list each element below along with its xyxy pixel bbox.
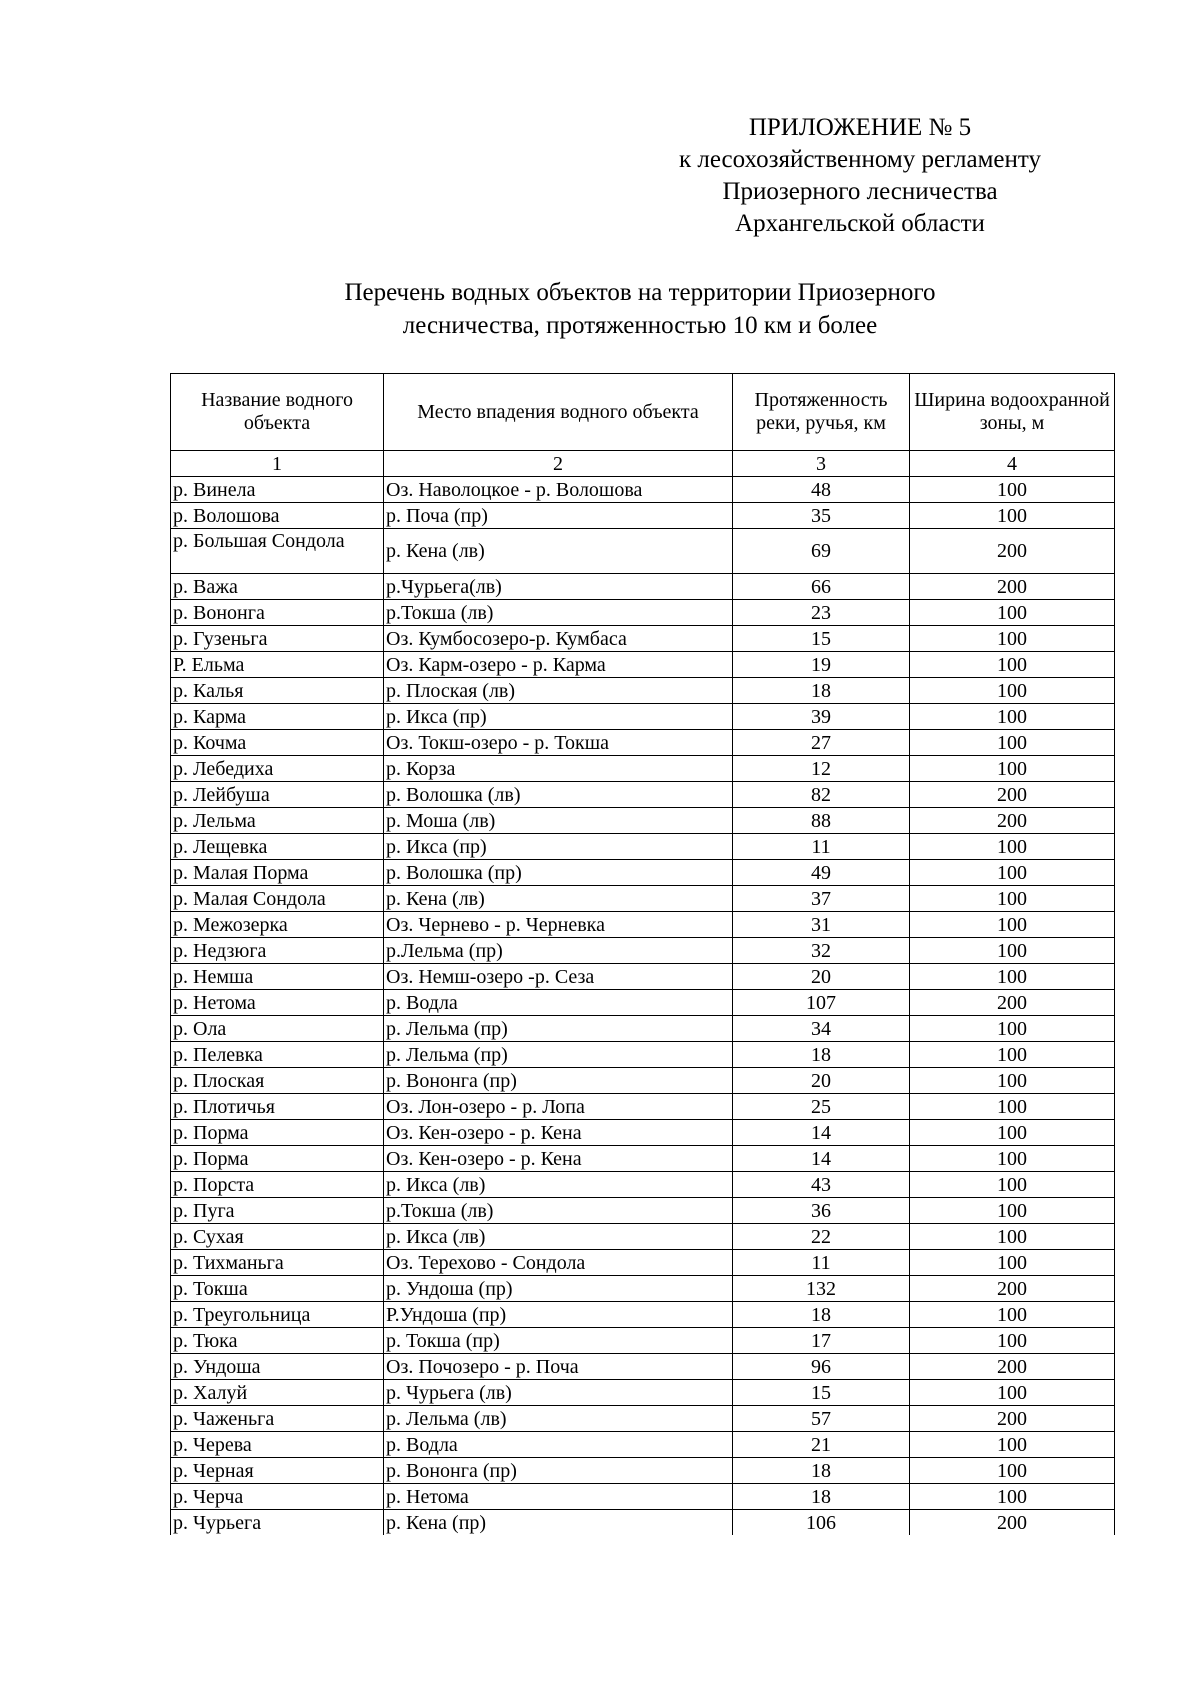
table-row — [171, 1302, 1115, 1328]
cell-length-km: 49 — [733, 860, 910, 886]
cell-water-body-name: р. Ола — [171, 1016, 384, 1042]
cell-length-km: 21 — [733, 1432, 910, 1458]
table-row — [171, 529, 1115, 574]
table-row — [171, 1016, 1115, 1042]
table-header-row — [171, 374, 1115, 451]
cell-water-body-name: р. Малая Порма — [171, 860, 384, 886]
cell-water-body-name: р. Черева — [171, 1432, 384, 1458]
cell-length-km: 14 — [733, 1146, 910, 1172]
cell-water-body-name: р. Черча — [171, 1484, 384, 1510]
table-row — [171, 503, 1115, 529]
cell-length-km: 69 — [733, 529, 910, 574]
cell-length-km: 22 — [733, 1224, 910, 1250]
cell-zone-width-m: 100 — [910, 1484, 1115, 1510]
cell-length-km: 37 — [733, 886, 910, 912]
cell-length-km: 20 — [733, 1068, 910, 1094]
cell-length-km: 31 — [733, 912, 910, 938]
cell-inflow-place: р. Волошка (лв) — [384, 782, 733, 808]
table-row — [171, 990, 1115, 1016]
cell-water-body-name: р. Черная — [171, 1458, 384, 1484]
column-number: 2 — [384, 451, 733, 477]
appendix-forestry: Приозерного лесничества — [722, 178, 998, 205]
table-row — [171, 1042, 1115, 1068]
table-row — [171, 730, 1115, 756]
cell-water-body-name: р. Малая Сондола — [171, 886, 384, 912]
cell-inflow-place: р. Поча (пр) — [384, 503, 733, 529]
cell-inflow-place: р.Токша (лв) — [384, 1198, 733, 1224]
cell-zone-width-m: 100 — [910, 912, 1115, 938]
table-row — [171, 1354, 1115, 1380]
cell-water-body-name: р. Сухая — [171, 1224, 384, 1250]
table-row — [171, 1224, 1115, 1250]
cell-length-km: 18 — [733, 678, 910, 704]
column-number: 1 — [171, 451, 384, 477]
cell-length-km: 96 — [733, 1354, 910, 1380]
cell-zone-width-m: 100 — [910, 1172, 1115, 1198]
appendix-number: ПРИЛОЖЕНИЕ № 5 — [748, 114, 972, 141]
cell-zone-width-m: 100 — [910, 503, 1115, 529]
cell-length-km: 12 — [733, 756, 910, 782]
cell-length-km: 43 — [733, 1172, 910, 1198]
cell-zone-width-m: 100 — [910, 1458, 1115, 1484]
cell-water-body-name: р. Карма — [171, 704, 384, 730]
cell-water-body-name: р. Пелевка — [171, 1042, 384, 1068]
cell-water-body-name: р. Тюка — [171, 1328, 384, 1354]
table-row — [171, 808, 1115, 834]
cell-zone-width-m: 100 — [910, 1250, 1115, 1276]
cell-inflow-place: Оз. Кен-озеро - р. Кена — [384, 1120, 733, 1146]
table-row — [171, 1380, 1115, 1406]
cell-inflow-place: р. Токша (пр) — [384, 1328, 733, 1354]
cell-length-km: 18 — [733, 1458, 910, 1484]
header-zone-width: Ширина водоохранной зоны, м — [910, 374, 1115, 451]
cell-zone-width-m: 100 — [910, 756, 1115, 782]
cell-length-km: 25 — [733, 1094, 910, 1120]
cell-zone-width-m: 100 — [910, 1016, 1115, 1042]
table-row — [171, 938, 1115, 964]
table-row — [171, 1068, 1115, 1094]
cell-zone-width-m: 100 — [910, 860, 1115, 886]
cell-water-body-name: р. Порста — [171, 1172, 384, 1198]
appendix-heading — [640, 112, 1080, 240]
cell-length-km: 27 — [733, 730, 910, 756]
cell-length-km: 107 — [733, 990, 910, 1016]
cell-water-body-name: р. Лельма — [171, 808, 384, 834]
cell-zone-width-m: 100 — [910, 730, 1115, 756]
cell-inflow-place: Оз. Карм-озеро - р. Карма — [384, 652, 733, 678]
cell-length-km: 34 — [733, 1016, 910, 1042]
cell-zone-width-m: 100 — [910, 1198, 1115, 1224]
cell-length-km: 18 — [733, 1302, 910, 1328]
cell-length-km: 23 — [733, 600, 910, 626]
cell-inflow-place: р. Икса (пр) — [384, 704, 733, 730]
table-row — [171, 1432, 1115, 1458]
table-body — [171, 477, 1115, 1536]
cell-length-km: 35 — [733, 503, 910, 529]
cell-inflow-place: Оз. Токш-озеро - р. Токша — [384, 730, 733, 756]
cell-zone-width-m: 100 — [910, 886, 1115, 912]
cell-length-km: 32 — [733, 938, 910, 964]
cell-water-body-name: р. Порма — [171, 1146, 384, 1172]
cell-inflow-place: р. Плоская (лв) — [384, 678, 733, 704]
cell-inflow-place: Оз. Лон-озеро - р. Лопа — [384, 1094, 733, 1120]
cell-zone-width-m: 100 — [910, 1120, 1115, 1146]
appendix-reference: к лесохозяйственному регламенту — [678, 146, 1042, 173]
cell-water-body-name: р. Лещевка — [171, 834, 384, 860]
table-row — [171, 1328, 1115, 1354]
cell-length-km: 11 — [733, 834, 910, 860]
cell-water-body-name: р. Токша — [171, 1276, 384, 1302]
cell-water-body-name: р. Пуга — [171, 1198, 384, 1224]
cell-inflow-place: Р.Ундоша (пр) — [384, 1302, 733, 1328]
table-row — [171, 574, 1115, 600]
cell-zone-width-m: 100 — [910, 600, 1115, 626]
cell-inflow-place: р. Кена (пр) — [384, 1510, 733, 1536]
cell-water-body-name: р. Лейбуша — [171, 782, 384, 808]
cell-water-body-name: р. Межозерка — [171, 912, 384, 938]
cell-inflow-place: р. Икса (лв) — [384, 1172, 733, 1198]
cell-length-km: 39 — [733, 704, 910, 730]
cell-inflow-place: Оз. Кен-озеро - р. Кена — [384, 1146, 733, 1172]
cell-length-km: 132 — [733, 1276, 910, 1302]
table-row — [171, 704, 1115, 730]
table-row — [171, 1458, 1115, 1484]
cell-inflow-place: р.Лельма (пр) — [384, 938, 733, 964]
cell-inflow-place: Оз. Наволоцкое - р. Волошова — [384, 477, 733, 503]
cell-water-body-name: р. Ундоша — [171, 1354, 384, 1380]
cell-length-km: 20 — [733, 964, 910, 990]
cell-water-body-name: р. Тихманьга — [171, 1250, 384, 1276]
cell-water-body-name: р. Плотичья — [171, 1094, 384, 1120]
cell-water-body-name: р. Порма — [171, 1120, 384, 1146]
cell-zone-width-m: 200 — [910, 574, 1115, 600]
cell-length-km: 57 — [733, 1406, 910, 1432]
table-row — [171, 1146, 1115, 1172]
cell-water-body-name: р. Немша — [171, 964, 384, 990]
cell-inflow-place: р. Нетома — [384, 1484, 733, 1510]
table-row — [171, 1276, 1115, 1302]
cell-zone-width-m: 100 — [910, 834, 1115, 860]
cell-inflow-place: Оз. Немш-озеро -р. Сеза — [384, 964, 733, 990]
cell-water-body-name: р. Волошова — [171, 503, 384, 529]
table-row — [171, 912, 1115, 938]
cell-water-body-name: р. Большая Сондола — [171, 529, 384, 574]
cell-water-body-name: р. Чаженьга — [171, 1406, 384, 1432]
cell-zone-width-m: 200 — [910, 529, 1115, 574]
cell-zone-width-m: 100 — [910, 938, 1115, 964]
cell-zone-width-m: 100 — [910, 1302, 1115, 1328]
cell-inflow-place: р. Кена (лв) — [384, 529, 733, 574]
cell-inflow-place: р. Чурьега (лв) — [384, 1380, 733, 1406]
cell-inflow-place: р. Вононга (пр) — [384, 1458, 733, 1484]
water-bodies-table — [170, 373, 1115, 1535]
table-row — [171, 600, 1115, 626]
table-row — [171, 1120, 1115, 1146]
table-row — [171, 678, 1115, 704]
cell-water-body-name: р. Кочма — [171, 730, 384, 756]
cell-water-body-name: р. Лебедиха — [171, 756, 384, 782]
cell-zone-width-m: 100 — [910, 678, 1115, 704]
table-row — [171, 1406, 1115, 1432]
cell-zone-width-m: 200 — [910, 990, 1115, 1016]
cell-inflow-place: р. Ундоша (пр) — [384, 1276, 733, 1302]
table-row — [171, 652, 1115, 678]
table-row — [171, 756, 1115, 782]
cell-zone-width-m: 100 — [910, 1380, 1115, 1406]
cell-length-km: 36 — [733, 1198, 910, 1224]
table-row — [171, 1094, 1115, 1120]
cell-inflow-place: р. Кена (лв) — [384, 886, 733, 912]
cell-zone-width-m: 100 — [910, 1432, 1115, 1458]
cell-zone-width-m: 200 — [910, 1510, 1115, 1536]
cell-inflow-place: Оз. Почозеро - р. Поча — [384, 1354, 733, 1380]
cell-zone-width-m: 100 — [910, 652, 1115, 678]
cell-length-km: 88 — [733, 808, 910, 834]
table-row — [171, 886, 1115, 912]
header-inflow-place: Место впадения водного объекта — [384, 374, 733, 451]
table-row — [171, 964, 1115, 990]
cell-water-body-name: р. Халуй — [171, 1380, 384, 1406]
header-name: Название водного объекта — [171, 374, 384, 451]
cell-length-km: 18 — [733, 1042, 910, 1068]
document-title-line-2: лесничества, протяженностью 10 км и более — [402, 312, 878, 339]
document-title-line-1: Перечень водных объектов на территории Приозерного — [344, 279, 936, 306]
cell-zone-width-m: 100 — [910, 1146, 1115, 1172]
table-row — [171, 626, 1115, 652]
cell-length-km: 82 — [733, 782, 910, 808]
cell-length-km: 15 — [733, 1380, 910, 1406]
cell-inflow-place: р. Корза — [384, 756, 733, 782]
cell-inflow-place: р. Лельма (пр) — [384, 1042, 733, 1068]
cell-inflow-place: Оз. Чернево - р. Черневка — [384, 912, 733, 938]
cell-water-body-name: р. Недзюга — [171, 938, 384, 964]
cell-water-body-name: р. Нетома — [171, 990, 384, 1016]
appendix-region: Архангельской области — [735, 210, 985, 237]
cell-inflow-place: р. Моша (лв) — [384, 808, 733, 834]
cell-length-km: 11 — [733, 1250, 910, 1276]
cell-inflow-place: р. Волошка (пр) — [384, 860, 733, 886]
cell-water-body-name: р. Треугольница — [171, 1302, 384, 1328]
table-row — [171, 1510, 1115, 1536]
cell-zone-width-m: 100 — [910, 477, 1115, 503]
cell-inflow-place: р. Икса (пр) — [384, 834, 733, 860]
table-row — [171, 1198, 1115, 1224]
cell-inflow-place: р. Водла — [384, 1432, 733, 1458]
table-row — [171, 860, 1115, 886]
cell-inflow-place: р. Икса (лв) — [384, 1224, 733, 1250]
cell-zone-width-m: 100 — [910, 704, 1115, 730]
cell-inflow-place: р. Водла — [384, 990, 733, 1016]
cell-length-km: 14 — [733, 1120, 910, 1146]
cell-water-body-name: р. Чурьега — [171, 1510, 384, 1536]
header-length: Протяженность реки, ручья, км — [733, 374, 910, 451]
cell-inflow-place: р. Лельма (лв) — [384, 1406, 733, 1432]
cell-length-km: 66 — [733, 574, 910, 600]
cell-zone-width-m: 200 — [910, 1406, 1115, 1432]
cell-inflow-place: Оз. Кумбосозеро-р. Кумбаса — [384, 626, 733, 652]
document-title — [160, 276, 1120, 342]
cell-inflow-place: р.Чурьега(лв) — [384, 574, 733, 600]
cell-length-km: 48 — [733, 477, 910, 503]
table-row — [171, 782, 1115, 808]
column-number: 4 — [910, 451, 1115, 477]
cell-inflow-place: Оз. Терехово - Сондола — [384, 1250, 733, 1276]
cell-inflow-place: р.Токша (лв) — [384, 600, 733, 626]
table-row — [171, 477, 1115, 503]
cell-length-km: 15 — [733, 626, 910, 652]
cell-zone-width-m: 200 — [910, 1354, 1115, 1380]
table-row — [171, 1250, 1115, 1276]
cell-water-body-name: р. Гузеньга — [171, 626, 384, 652]
cell-water-body-name: р. Вононга — [171, 600, 384, 626]
cell-water-body-name: р. Калья — [171, 678, 384, 704]
cell-zone-width-m: 100 — [910, 626, 1115, 652]
table-row — [171, 1172, 1115, 1198]
cell-zone-width-m: 100 — [910, 1042, 1115, 1068]
cell-zone-width-m: 200 — [910, 782, 1115, 808]
cell-zone-width-m: 100 — [910, 1094, 1115, 1120]
cell-water-body-name: р. Важа — [171, 574, 384, 600]
table-row — [171, 1484, 1115, 1510]
cell-zone-width-m: 200 — [910, 808, 1115, 834]
cell-length-km: 19 — [733, 652, 910, 678]
cell-inflow-place: р. Лельма (пр) — [384, 1016, 733, 1042]
cell-zone-width-m: 100 — [910, 1068, 1115, 1094]
cell-length-km: 18 — [733, 1484, 910, 1510]
cell-zone-width-m: 100 — [910, 964, 1115, 990]
column-number: 3 — [733, 451, 910, 477]
cell-length-km: 17 — [733, 1328, 910, 1354]
cell-water-body-name: р. Винела — [171, 477, 384, 503]
cell-length-km: 106 — [733, 1510, 910, 1536]
cell-zone-width-m: 200 — [910, 1276, 1115, 1302]
cell-inflow-place: р. Вононга (пр) — [384, 1068, 733, 1094]
column-number-row — [171, 451, 1115, 477]
cell-water-body-name: Р. Ельма — [171, 652, 384, 678]
cell-zone-width-m: 100 — [910, 1328, 1115, 1354]
cell-water-body-name: р. Плоская — [171, 1068, 384, 1094]
cell-zone-width-m: 100 — [910, 1224, 1115, 1250]
table-row — [171, 834, 1115, 860]
